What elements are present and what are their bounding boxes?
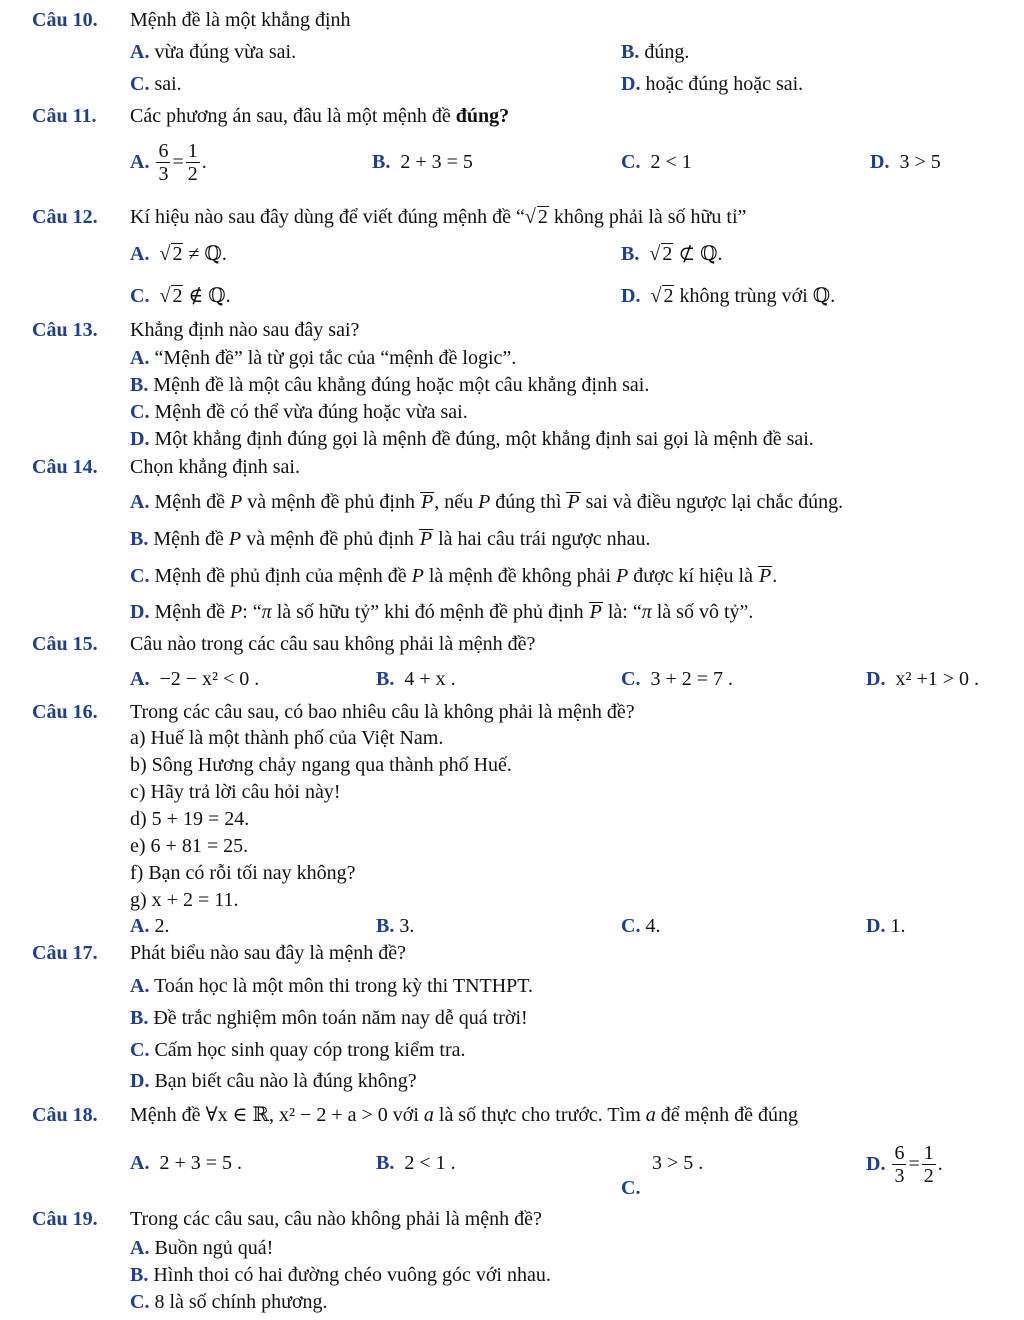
option-text: hoặc đúng hoặc sai. <box>645 73 804 95</box>
sqrt-symbol: √ 2 <box>649 243 673 265</box>
option-label: D. <box>866 668 886 690</box>
var-p-bar: P <box>420 491 434 513</box>
var-p-bar: P <box>589 601 602 623</box>
statement-item: f) Bạn có rỗi tối nay không? <box>130 862 356 884</box>
option-text: . <box>772 565 778 587</box>
var-p: P <box>411 565 424 587</box>
option-label: C. <box>621 915 641 937</box>
option-text: là: “ <box>607 601 642 623</box>
question-text <box>130 1103 798 1127</box>
statement-item: e) 6 + 81 = 25. <box>130 835 249 857</box>
var-p: P <box>230 491 243 513</box>
fraction <box>922 1142 936 1187</box>
option-b <box>130 527 651 551</box>
option-text: Bạn biết câu nào là đúng không? <box>154 1070 417 1092</box>
option-text: là số hữu tỷ” khi đó mệnh đề phủ định <box>276 601 584 623</box>
option-text: 8 là số chính phương. <box>154 1291 328 1313</box>
period: . <box>201 151 207 173</box>
option-text: x² +1 > 0 . <box>895 668 980 690</box>
option-a <box>130 346 516 370</box>
option-text: Mệnh đề <box>154 601 225 623</box>
option-a <box>130 914 169 938</box>
option-text: là số vô tỷ”. <box>656 601 754 623</box>
radicand: 2 <box>172 285 183 307</box>
option-label: A. <box>130 41 150 63</box>
option-label: C. <box>621 1177 641 1199</box>
option-text: 1. <box>890 915 906 937</box>
option-d <box>130 600 753 624</box>
question-text-bold: đúng? <box>455 105 510 127</box>
pi-symbol: π <box>641 601 652 623</box>
option-text: vừa đúng vừa sai. <box>154 41 297 63</box>
statement-item: d) 5 + 19 = 24. <box>130 808 250 830</box>
option-text: và mệnh đề phủ định <box>247 491 415 513</box>
option-c <box>130 284 231 308</box>
option-b <box>372 150 473 174</box>
option-c <box>130 564 777 588</box>
option-a <box>130 1236 273 1260</box>
var-p: P <box>230 601 243 623</box>
var-p-bar: P <box>419 528 433 550</box>
option-text: 3 > 5 <box>899 151 941 173</box>
option-label: C. <box>130 1291 150 1313</box>
option-text: 2 + 3 = 5 . <box>159 1152 243 1174</box>
option-label: B. <box>376 1152 395 1174</box>
equals-sign: = <box>172 151 184 173</box>
option-d <box>130 427 814 451</box>
option-text: sai và điều ngược lại chắc đúng. <box>585 491 844 513</box>
option-label: C. <box>130 1039 150 1061</box>
question-number: Câu 17. <box>32 942 98 964</box>
option-d <box>621 72 803 96</box>
option-label: C. <box>621 668 641 690</box>
question-text: Câu nào trong các câu sau không phải là mệnh đề? <box>130 633 536 655</box>
option-d <box>621 284 835 308</box>
option-b <box>130 1006 528 1030</box>
option-d <box>866 667 979 691</box>
question-number: Câu 18. <box>32 1104 98 1126</box>
sqrt-symbol: √ 2 <box>650 285 674 307</box>
question-number: Câu 12. <box>32 206 98 228</box>
option-text: −2 − x² < 0 . <box>159 668 260 690</box>
question-text-main: Các phương án sau, đâu là một mệnh đề <box>130 105 451 127</box>
option-text: 2 + 3 = 5 <box>400 151 473 173</box>
option-text: 2. <box>154 915 170 937</box>
option-text: : “ <box>242 601 262 623</box>
option-label: B. <box>376 915 395 937</box>
option-text: , nếu <box>434 491 474 513</box>
option-label: A. <box>130 347 150 369</box>
option-label: D. <box>866 915 886 937</box>
option-label: C. <box>130 401 150 423</box>
option-label: C. <box>130 285 150 307</box>
option-b <box>621 242 723 266</box>
option-a <box>130 136 207 188</box>
question-text-part: Kí hiệu nào sau đây dùng để viết đúng mệnh đề “ <box>130 206 525 228</box>
question-number: Câu 15. <box>32 633 98 655</box>
option-text: Đề trắc nghiệm môn toán năm nay dễ quá trời! <box>153 1007 528 1029</box>
option-c <box>130 72 182 96</box>
option-c <box>621 914 660 938</box>
option-label: D. <box>866 1153 886 1175</box>
numerator: 6 <box>894 1141 905 1164</box>
sqrt-symbol: √ 2 <box>159 243 183 265</box>
option-label: B. <box>621 243 640 265</box>
pi-symbol: π <box>261 601 272 623</box>
var-a: a <box>423 1104 434 1126</box>
denominator: 3 <box>894 1164 905 1187</box>
option-label: B. <box>130 1264 149 1286</box>
option-label: A. <box>130 668 150 690</box>
statement-item: a) Huế là một thành phố của Việt Nam. <box>130 727 444 749</box>
question-text: Mệnh đề là một khẳng định <box>130 9 351 31</box>
option-a <box>130 242 227 266</box>
option-text: là mệnh đề không phải <box>428 565 612 587</box>
option-text: “Mệnh đề” là từ gọi tắc của “mệnh đề logic”. <box>154 347 517 369</box>
sqrt-symbol: √ 2 <box>524 206 548 228</box>
option-d <box>870 150 941 174</box>
option-d <box>130 1069 417 1093</box>
option-label: C. <box>130 73 150 95</box>
option-a <box>130 667 259 691</box>
option-label: B. <box>130 528 149 550</box>
denominator: 2 <box>923 1164 934 1187</box>
option-label: B. <box>130 374 149 396</box>
option-a <box>130 490 843 514</box>
option-label: C. <box>130 565 150 587</box>
option-label: D. <box>621 73 641 95</box>
option-b <box>376 667 456 691</box>
option-b <box>621 40 689 64</box>
question-text <box>130 205 746 229</box>
fraction <box>892 1142 906 1187</box>
option-text: sai. <box>154 73 182 95</box>
option-label: B. <box>376 668 395 690</box>
formula: ∀x ∈ ℝ, x² − 2 + a > 0 <box>205 1104 388 1126</box>
radicand: 2 <box>663 285 674 307</box>
statement-item: c) Hãy trả lời câu hỏi này! <box>130 781 341 803</box>
option-text: Hình thoi có hai đường chéo vuông góc với nhau. <box>153 1264 551 1286</box>
option-text: 2 < 1 <box>650 151 692 173</box>
question-number: Câu 11. <box>32 105 97 127</box>
option-label: A. <box>130 243 150 265</box>
option-text: Toán học là một môn thi trong kỳ thi TNTHPT. <box>154 975 534 997</box>
option-text: Mệnh đề <box>153 528 224 550</box>
option-c <box>130 400 468 424</box>
var-p-bar: P <box>758 565 772 587</box>
option-label: A. <box>130 1152 150 1174</box>
option-b <box>376 1151 456 1175</box>
question-number: Câu 14. <box>32 456 98 478</box>
var-p: P <box>616 565 629 587</box>
period: . <box>937 1153 943 1175</box>
question-text-part: Mệnh đề <box>130 1104 201 1126</box>
denominator: 2 <box>187 162 198 185</box>
option-c-label <box>621 1176 640 1200</box>
radicand: 2 <box>172 243 183 265</box>
option-label: B. <box>372 151 391 173</box>
option-text: Cấm học sinh quay cóp trong kiểm tra. <box>154 1039 466 1061</box>
question-text: Phát biểu nào sau đây là mệnh đề? <box>130 942 407 964</box>
question-text: Khẳng định nào sau đây sai? <box>130 319 360 341</box>
option-c <box>130 1290 328 1314</box>
option-c <box>621 667 733 691</box>
sqrt-symbol: √ 2 <box>159 285 183 307</box>
option-label: D. <box>130 1070 150 1092</box>
option-b <box>376 914 414 938</box>
option-c <box>130 1038 466 1062</box>
option-text: 4 + x . <box>404 668 456 690</box>
numerator: 6 <box>158 139 169 162</box>
option-text: Mệnh đề là một câu khẳng đúng hoặc một câu khẳng định sai. <box>153 374 650 396</box>
option-text: đúng. <box>644 41 690 63</box>
option-text: Một khẳng định đúng gọi là mệnh đề đúng, một khẳng định sai gọi là mệnh đề sai. <box>154 428 814 450</box>
question-text-part: để mệnh đề đúng <box>660 1104 798 1126</box>
question-text <box>130 104 509 128</box>
option-text: ∉ ℚ. <box>188 285 231 307</box>
option-text: 3 + 2 = 7 . <box>650 668 734 690</box>
option-a <box>130 40 296 64</box>
var-p: P <box>228 528 242 550</box>
option-text: ⊄ ℚ. <box>678 243 723 265</box>
option-text: đúng thì <box>495 491 562 513</box>
question-text: Trong các câu sau, câu nào không phải là mệnh đề? <box>130 1208 542 1230</box>
option-label: A. <box>130 975 150 997</box>
question-number: Câu 10. <box>32 9 98 31</box>
question-text-part: là số thực cho trước. Tìm <box>438 1104 641 1126</box>
option-text: Mệnh đề phủ định của mệnh đề <box>154 565 407 587</box>
option-text: được kí hiệu là <box>633 565 753 587</box>
option-label: D. <box>870 151 890 173</box>
option-text: Mệnh đề có thể vừa đúng hoặc vừa sai. <box>154 401 468 423</box>
question-text-part: với <box>392 1104 419 1126</box>
var-p: P <box>478 491 491 513</box>
var-p-bar: P <box>567 491 580 513</box>
option-text: không trùng với ℚ. <box>679 285 836 307</box>
option-text: Buồn ngủ quá! <box>154 1237 274 1259</box>
option-text: ≠ ℚ. <box>188 243 227 265</box>
option-d <box>866 1138 943 1190</box>
option-c <box>621 150 692 174</box>
option-label: B. <box>621 41 640 63</box>
option-label: C. <box>621 151 641 173</box>
denominator: 3 <box>158 162 169 185</box>
fraction <box>156 140 170 185</box>
statement-item: b) Sông Hương chảy ngang qua thành phố Huế. <box>130 754 512 776</box>
numerator: 1 <box>923 1141 934 1164</box>
radicand: 2 <box>662 243 673 265</box>
option-c-text: 3 > 5 . <box>652 1152 704 1174</box>
equals-sign: = <box>908 1153 920 1175</box>
option-d <box>866 914 905 938</box>
fraction <box>186 140 200 185</box>
option-label: D. <box>130 601 150 623</box>
var-a: a <box>645 1104 656 1126</box>
question-text-part: không phải là số hữu tỉ” <box>553 206 747 228</box>
option-text: là hai câu trái ngược nhau. <box>438 528 651 550</box>
option-text: 4. <box>645 915 661 937</box>
question-text: Chọn khẳng định sai. <box>130 456 300 478</box>
option-text: 3. <box>399 915 415 937</box>
question-text: Trong các câu sau, có bao nhiêu câu là không phải là mệnh đề? <box>130 701 635 723</box>
question-number: Câu 13. <box>32 319 98 341</box>
option-label: D. <box>130 428 150 450</box>
option-a <box>130 974 533 998</box>
option-label: B. <box>130 1007 149 1029</box>
statement-item: g) x + 2 = 11. <box>130 889 239 911</box>
option-text: Mệnh đề <box>154 491 225 513</box>
option-a <box>130 1151 242 1175</box>
option-label: A. <box>130 915 150 937</box>
option-label: D. <box>621 285 641 307</box>
radicand: 2 <box>537 206 548 228</box>
option-label: A. <box>130 151 150 173</box>
option-text: 2 < 1 . <box>404 1152 456 1174</box>
option-label: A. <box>130 491 150 513</box>
option-b <box>130 373 649 397</box>
numerator: 1 <box>187 139 198 162</box>
question-number: Câu 16. <box>32 701 98 723</box>
question-number: Câu 19. <box>32 1208 98 1230</box>
option-label: A. <box>130 1237 150 1259</box>
option-text: và mệnh đề phủ định <box>246 528 414 550</box>
option-b <box>130 1263 551 1287</box>
